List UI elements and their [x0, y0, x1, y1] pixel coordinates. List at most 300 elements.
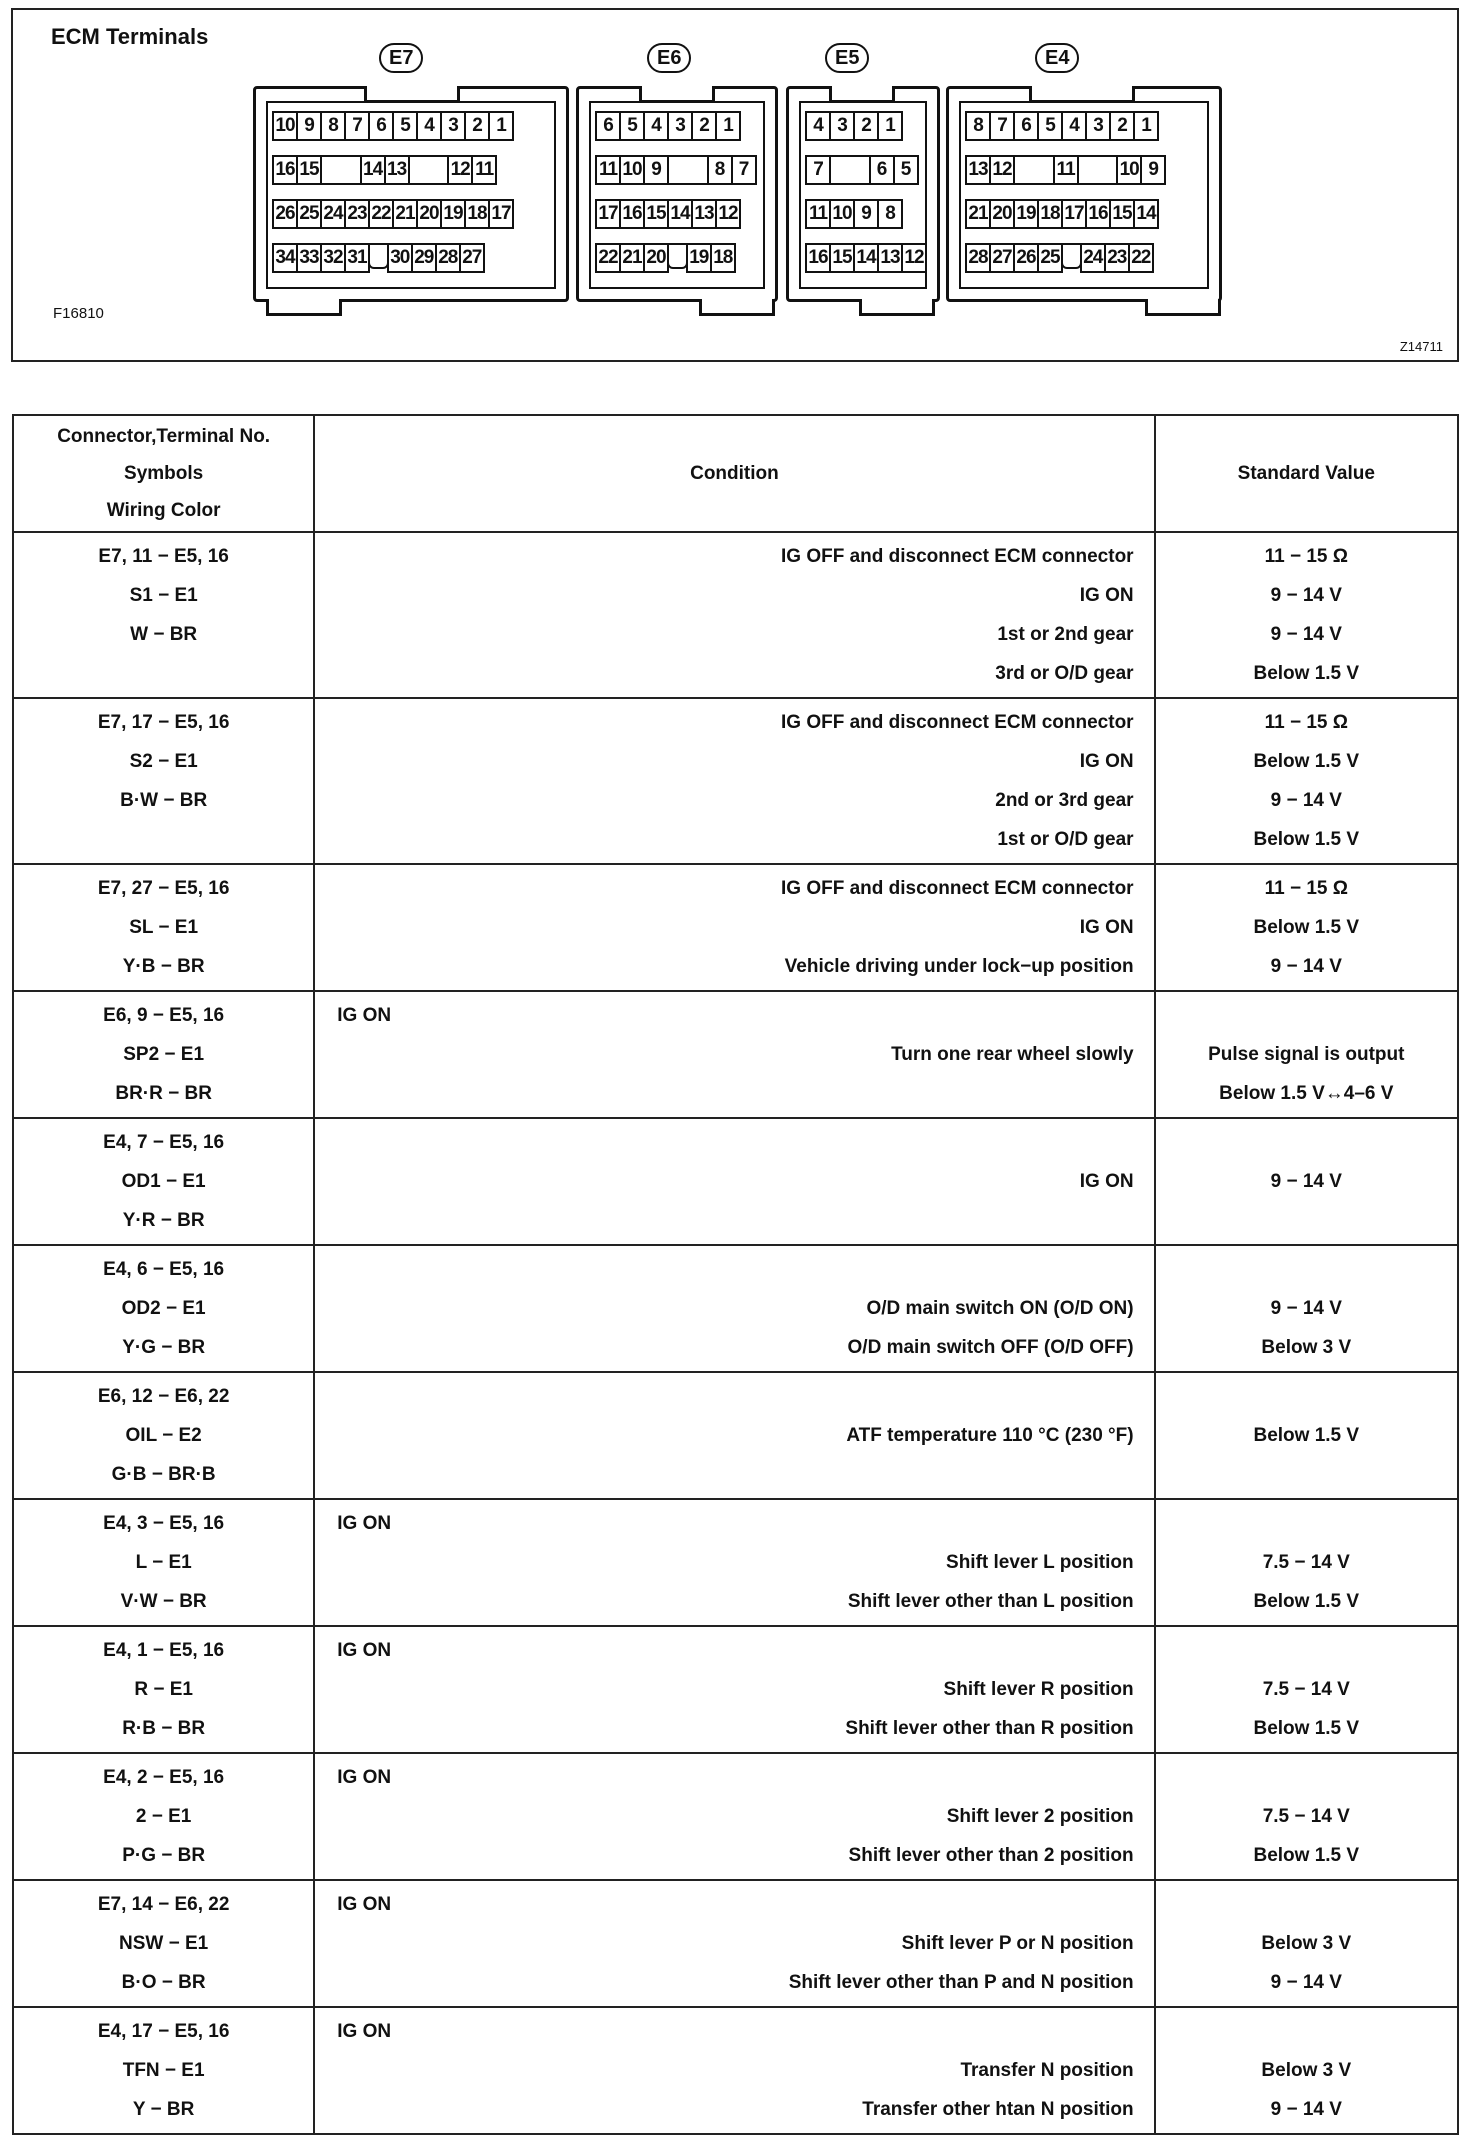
terminal-no: E7, 17 − E5, 16 — [97, 712, 230, 733]
connector-e5 — [786, 86, 940, 302]
terminal-symbols: S2 − E1 — [129, 751, 198, 772]
terminal-pin: 19 — [686, 243, 712, 273]
terminal-no: E6, 12 − E6, 22 — [97, 1386, 230, 1407]
condition-text: IG OFF and disconnect ECM connector — [780, 878, 1134, 899]
standard-value-cell — [1155, 1245, 1458, 1372]
terminal-pin: 21 — [965, 199, 991, 229]
figure-id-left: F16810 — [53, 305, 104, 322]
header-terminal-line: Connector,Terminal No. — [57, 426, 271, 447]
condition-text: Shift lever other than 2 position — [848, 1845, 1134, 1866]
standard-value-cell — [1155, 1118, 1458, 1245]
terminal-pin: 4 — [1061, 111, 1087, 141]
standard-value-text: 11 − 15 Ω — [1264, 712, 1348, 733]
condition-text: IG ON — [1079, 1171, 1134, 1192]
terminal-pin: 7 — [731, 155, 757, 185]
terminal-wiring: BR·R − BR — [115, 1083, 212, 1104]
standard-value-text: Below 3 V — [1261, 1337, 1352, 1358]
terminal-pin: 24 — [1080, 243, 1106, 273]
terminal-wiring: P·G − BR — [122, 1845, 206, 1866]
condition-text — [315, 1123, 1153, 1162]
connector-label-e6: E6 — [647, 43, 691, 73]
terminal-cell — [13, 1372, 314, 1499]
pin-row — [965, 111, 1157, 141]
terminal-pin: 6 — [869, 155, 895, 185]
terminal-pin: 27 — [459, 243, 485, 273]
terminal-pin: 29 — [411, 243, 437, 273]
terminal-pin: 5 — [619, 111, 645, 141]
standard-value-text: Below 1.5 V — [1253, 1425, 1360, 1446]
terminal-pin: 22 — [1128, 243, 1154, 273]
standard-value-cell — [1155, 698, 1458, 864]
condition-text: Shift lever L position — [946, 1552, 1134, 1573]
pin-key — [667, 155, 709, 185]
terminal-pin: 4 — [805, 111, 831, 141]
standard-value-text: 9 − 14 V — [1270, 956, 1342, 977]
terminal-pin: 13 — [965, 155, 991, 185]
diagram-title: ECM Terminals — [51, 24, 209, 49]
terminal-pin: 21 — [619, 243, 645, 273]
terminal-symbols: NSW − E1 — [119, 1933, 209, 1954]
condition-text: Shift lever R position — [943, 1679, 1134, 1700]
terminal-pin: 6 — [368, 111, 394, 141]
pin-row — [595, 199, 739, 229]
terminal-pin: 12 — [901, 243, 927, 273]
condition-text — [315, 1250, 1153, 1289]
standard-value-text — [1156, 996, 1457, 1035]
pin-row — [965, 155, 1164, 185]
table-row — [13, 1118, 1458, 1245]
terminal-symbols: OIL − E2 — [125, 1425, 202, 1446]
condition-cell — [314, 698, 1154, 864]
terminal-pin: 16 — [619, 199, 645, 229]
terminal-pin: 15 — [829, 243, 855, 273]
table-row — [13, 1372, 1458, 1499]
condition-text: Shift lever other than R position — [845, 1718, 1134, 1739]
connector-e7 — [253, 86, 569, 302]
terminal-symbols: L − E1 — [135, 1552, 192, 1573]
standard-value-text — [1156, 1250, 1457, 1289]
terminal-pin: 20 — [989, 199, 1015, 229]
terminal-wiring — [14, 820, 313, 859]
table-row — [13, 1499, 1458, 1626]
pin-row — [272, 155, 495, 185]
terminal-pin: 9 — [1140, 155, 1166, 185]
terminal-pin: 17 — [1061, 199, 1087, 229]
terminal-pin: 13 — [384, 155, 410, 185]
terminal-pin: 10 — [272, 111, 298, 141]
terminal-pin: 12 — [989, 155, 1015, 185]
condition-cell — [314, 2007, 1154, 2134]
condition-cell — [314, 1499, 1154, 1626]
terminal-pin: 3 — [829, 111, 855, 141]
standard-value-text — [1156, 1631, 1457, 1670]
terminal-pin: 8 — [877, 199, 903, 229]
terminal-no: E7, 14 − E6, 22 — [97, 1894, 230, 1915]
pin-row — [595, 111, 739, 141]
terminal-pin: 11 — [471, 155, 497, 185]
terminal-pin: 15 — [643, 199, 669, 229]
standard-value-text: 9 − 14 V — [1270, 2099, 1342, 2120]
pin-row — [965, 199, 1157, 229]
pin-row — [805, 155, 917, 185]
standard-value-cell — [1155, 1372, 1458, 1499]
connector-label-e4: E4 — [1035, 43, 1079, 73]
condition-text — [315, 1377, 1153, 1416]
condition-text: Turn one rear wheel slowly — [891, 1044, 1134, 1065]
terminal-pin: 15 — [1109, 199, 1135, 229]
table-row — [13, 698, 1458, 864]
condition-text: IG ON — [1079, 751, 1134, 772]
condition-cell — [314, 1245, 1154, 1372]
terminal-pin: 9 — [643, 155, 669, 185]
standard-value-cell — [1155, 1753, 1458, 1880]
standard-value-text — [1156, 1201, 1457, 1240]
condition-cell — [314, 1753, 1154, 1880]
standard-value-text: 9 − 14 V — [1270, 1171, 1342, 1192]
terminal-wiring: G·B − BR·B — [111, 1464, 216, 1485]
terminal-no: E7, 27 − E5, 16 — [97, 878, 230, 899]
condition-text: IG ON — [1079, 585, 1134, 606]
terminal-pin: 19 — [440, 199, 466, 229]
terminal-spec-table — [12, 414, 1459, 2135]
terminal-pin: 7 — [344, 111, 370, 141]
terminal-pin: 12 — [715, 199, 741, 229]
pin-row — [965, 243, 1152, 273]
terminal-cell — [13, 1118, 314, 1245]
condition-text: Shift lever 2 position — [946, 1806, 1134, 1827]
terminal-pin: 19 — [1013, 199, 1039, 229]
terminal-pin: 7 — [805, 155, 831, 185]
terminal-pin: 14 — [1133, 199, 1159, 229]
terminal-cell — [13, 864, 314, 991]
terminal-pin: 23 — [344, 199, 370, 229]
condition-text: Transfer other htan N position — [862, 2099, 1134, 2120]
terminal-pin: 8 — [320, 111, 346, 141]
standard-value-text — [1156, 1455, 1457, 1494]
terminal-pin: 28 — [435, 243, 461, 273]
terminal-pin: 2 — [691, 111, 717, 141]
terminal-pin: 4 — [643, 111, 669, 141]
standard-value-text: 7.5 − 14 V — [1262, 1679, 1350, 1700]
pin-row — [805, 243, 925, 273]
terminal-symbols: SL − E1 — [129, 917, 199, 938]
standard-value-text: Below 3 V — [1261, 2060, 1352, 2081]
standard-value-text — [1156, 1504, 1457, 1543]
standard-value-text: Below 1.5 V — [1253, 829, 1360, 850]
terminal-pin: 16 — [1085, 199, 1111, 229]
terminal-wiring: R·B − BR — [122, 1718, 206, 1739]
table-row — [13, 991, 1458, 1118]
figure-id-right: Z14711 — [1399, 339, 1443, 354]
table-row — [13, 1753, 1458, 1880]
terminal-cell — [13, 1753, 314, 1880]
terminal-pin: 12 — [447, 155, 473, 185]
standard-value-cell — [1155, 1626, 1458, 1753]
condition-text: IG ON — [337, 1894, 392, 1915]
terminal-no: E4, 3 − E5, 16 — [103, 1513, 225, 1534]
connector-label-e7: E7 — [379, 43, 423, 73]
terminal-wiring: Y·G − BR — [122, 1337, 206, 1358]
terminal-pin: 3 — [440, 111, 466, 141]
terminal-pin: 34 — [272, 243, 298, 273]
terminal-pin: 7 — [989, 111, 1015, 141]
terminal-pin: 26 — [1013, 243, 1039, 273]
condition-cell — [314, 1626, 1154, 1753]
terminal-cell — [13, 1626, 314, 1753]
terminal-pin: 1 — [488, 111, 514, 141]
condition-text: Shift lever other than L position — [847, 1591, 1134, 1612]
terminal-symbols: SP2 − E1 — [123, 1044, 205, 1065]
terminal-cell — [13, 1245, 314, 1372]
condition-text: Shift lever other than P and N position — [788, 1972, 1134, 1993]
terminal-symbols: R − E1 — [134, 1679, 193, 1700]
condition-text — [315, 1074, 1153, 1113]
terminal-pin: 22 — [368, 199, 394, 229]
terminal-pin: 13 — [691, 199, 717, 229]
terminal-pin: 9 — [296, 111, 322, 141]
pin-latch — [667, 243, 688, 269]
terminal-cell — [13, 991, 314, 1118]
terminal-pin: 32 — [320, 243, 346, 273]
terminal-pin: 11 — [595, 155, 621, 185]
condition-text — [315, 1455, 1153, 1494]
table-header-row — [13, 415, 1458, 532]
terminal-no: E7, 11 − E5, 16 — [98, 546, 229, 567]
terminal-no: E4, 7 − E5, 16 — [103, 1132, 225, 1153]
pin-row — [595, 155, 755, 185]
connector-e4 — [946, 86, 1222, 302]
pin-key — [408, 155, 450, 185]
condition-text: IG ON — [337, 1640, 392, 1661]
terminal-pin: 21 — [392, 199, 418, 229]
terminal-symbols: OD1 − E1 — [121, 1171, 206, 1192]
terminal-pin: 16 — [805, 243, 831, 273]
terminal-symbols: OD2 − E1 — [121, 1298, 206, 1319]
condition-text: IG OFF and disconnect ECM connector — [780, 546, 1134, 567]
condition-cell — [314, 864, 1154, 991]
terminal-pin: 23 — [1104, 243, 1130, 273]
standard-value-text: 9 − 14 V — [1270, 585, 1342, 606]
standard-value-text: 9 − 14 V — [1270, 790, 1342, 811]
pin-row — [272, 243, 483, 273]
standard-value-text: 11 − 15 Ω — [1264, 878, 1348, 899]
terminal-pin: 18 — [464, 199, 490, 229]
condition-cell — [314, 1118, 1154, 1245]
terminal-pin: 15 — [296, 155, 322, 185]
terminal-pin: 1 — [1133, 111, 1159, 141]
pin-row — [272, 111, 512, 141]
standard-value-text: 7.5 − 14 V — [1262, 1806, 1350, 1827]
pin-latch — [368, 243, 389, 269]
terminal-pin: 17 — [595, 199, 621, 229]
terminal-pin: 5 — [893, 155, 919, 185]
condition-text: IG ON — [337, 1767, 392, 1788]
terminal-pin: 5 — [1037, 111, 1063, 141]
condition-text: Shift lever P or N position — [901, 1933, 1134, 1954]
terminal-cell — [13, 1880, 314, 2007]
terminal-pin: 11 — [805, 199, 831, 229]
condition-text: IG ON — [337, 1005, 392, 1026]
standard-value-text — [1156, 1885, 1457, 1924]
standard-value-text: Below 1.5 V — [1253, 1591, 1360, 1612]
table-row — [13, 1626, 1458, 1753]
terminal-symbols: TFN − E1 — [122, 2060, 205, 2081]
standard-value-text: 11 − 15 Ω — [1264, 546, 1348, 567]
terminal-wiring: B·O − BR — [121, 1972, 206, 1993]
terminal-pin: 16 — [272, 155, 298, 185]
terminal-pin: 25 — [296, 199, 322, 229]
condition-text: O/D main switch ON (O/D ON) — [866, 1298, 1134, 1319]
header-symbols-line: Symbols — [124, 463, 204, 484]
standard-value-text — [1156, 1123, 1457, 1162]
standard-value-cell — [1155, 991, 1458, 1118]
pin-row — [805, 111, 901, 141]
condition-text: O/D main switch OFF (O/D OFF) — [847, 1337, 1134, 1358]
terminal-wiring: B·W − BR — [120, 790, 208, 811]
condition-text: 1st or O/D gear — [997, 829, 1134, 850]
terminal-cell — [13, 532, 314, 698]
table-row — [13, 1245, 1458, 1372]
terminal-pin: 1 — [877, 111, 903, 141]
standard-value-text: Below 3 V — [1261, 1933, 1352, 1954]
terminal-pin: 18 — [1037, 199, 1063, 229]
table-row — [13, 864, 1458, 991]
terminal-pin: 14 — [853, 243, 879, 273]
pin-key — [829, 155, 871, 185]
condition-text — [315, 1201, 1153, 1240]
condition-text: 3rd or O/D gear — [995, 663, 1134, 684]
standard-value-cell — [1155, 864, 1458, 991]
terminal-pin: 17 — [488, 199, 514, 229]
terminal-pin: 10 — [1116, 155, 1142, 185]
terminal-no: E6, 9 − E5, 16 — [103, 1005, 225, 1026]
terminal-pin: 24 — [320, 199, 346, 229]
standard-value-text: Pulse signal is output — [1208, 1044, 1405, 1065]
condition-text: Vehicle driving under lock−up position — [784, 956, 1134, 977]
table-row — [13, 532, 1458, 698]
condition-text: ATF temperature 110 °C (230 °F) — [846, 1425, 1134, 1446]
connector-e6 — [576, 86, 778, 302]
pin-row — [595, 243, 734, 273]
terminal-pin: 2 — [1109, 111, 1135, 141]
condition-text: IG ON — [337, 1513, 392, 1534]
terminal-pin: 6 — [1013, 111, 1039, 141]
terminal-no: E4, 1 − E5, 16 — [103, 1640, 225, 1661]
standard-value-cell — [1155, 2007, 1458, 2134]
standard-value-text: Below 1.5 V — [1253, 751, 1360, 772]
standard-value-text: 7.5 − 14 V — [1262, 1552, 1350, 1573]
terminal-pin: 20 — [643, 243, 669, 273]
header-terminal — [13, 415, 314, 532]
condition-text: Transfer N position — [960, 2060, 1134, 2081]
standard-value-text: Below 1.5 V — [1253, 663, 1360, 684]
condition-text: 2nd or 3rd gear — [995, 790, 1134, 811]
terminal-cell — [13, 698, 314, 864]
terminal-pin: 14 — [667, 199, 693, 229]
terminal-pin: 30 — [387, 243, 413, 273]
terminal-pin: 3 — [1085, 111, 1111, 141]
terminal-pin: 22 — [595, 243, 621, 273]
condition-text: IG ON — [1079, 917, 1134, 938]
header-wiring-line: Wiring Color — [106, 500, 221, 521]
terminal-wiring: Y − BR — [132, 2099, 195, 2120]
terminal-pin: 11 — [1053, 155, 1079, 185]
terminal-no: E4, 6 − E5, 16 — [103, 1259, 225, 1280]
terminal-pin: 3 — [667, 111, 693, 141]
table-row — [13, 1880, 1458, 2007]
standard-value-cell — [1155, 1499, 1458, 1626]
condition-cell — [314, 991, 1154, 1118]
terminal-cell — [13, 2007, 314, 2134]
condition-cell — [314, 1880, 1154, 2007]
terminal-pin: 8 — [965, 111, 991, 141]
pin-key — [1013, 155, 1055, 185]
terminal-pin: 31 — [344, 243, 370, 273]
condition-text: IG ON — [337, 2021, 392, 2042]
condition-text: 1st or 2nd gear — [997, 624, 1134, 645]
terminal-symbols: 2 − E1 — [135, 1806, 192, 1827]
standard-value-text: Below 1.5 V — [1253, 1845, 1360, 1866]
terminal-pin: 9 — [853, 199, 879, 229]
terminal-wiring: W − BR — [130, 624, 198, 645]
terminal-pin: 6 — [595, 111, 621, 141]
terminal-pin: 2 — [464, 111, 490, 141]
terminal-pin: 20 — [416, 199, 442, 229]
terminal-symbols: S1 − E1 — [129, 585, 198, 606]
header-condition: Condition — [314, 415, 1154, 532]
standard-value-cell — [1155, 1880, 1458, 2007]
terminal-pin: 26 — [272, 199, 298, 229]
terminal-pin: 27 — [989, 243, 1015, 273]
terminal-pin: 14 — [360, 155, 386, 185]
terminal-wiring: V·W − BR — [120, 1591, 207, 1612]
terminal-wiring: Y·R − BR — [122, 1210, 205, 1231]
standard-value-text: 9 − 14 V — [1270, 1298, 1342, 1319]
condition-cell — [314, 1372, 1154, 1499]
terminal-pin: 5 — [392, 111, 418, 141]
standard-value-text: Below 1.5 V — [1253, 917, 1360, 938]
pin-row — [805, 199, 901, 229]
terminal-pin: 8 — [707, 155, 733, 185]
standard-value-text — [1156, 1758, 1457, 1797]
terminal-wiring: Y·B − BR — [122, 956, 205, 977]
terminal-pin: 10 — [619, 155, 645, 185]
terminal-no: E4, 2 − E5, 16 — [103, 1767, 225, 1788]
condition-text: IG OFF and disconnect ECM connector — [780, 712, 1134, 733]
terminal-pin: 10 — [829, 199, 855, 229]
pin-key — [320, 155, 362, 185]
terminal-no: E4, 17 − E5, 16 — [97, 2021, 230, 2042]
header-standard-value: Standard Value — [1155, 415, 1458, 532]
standard-value-text — [1156, 1377, 1457, 1416]
standard-value-text: 9 − 14 V — [1270, 624, 1342, 645]
terminal-pin: 13 — [877, 243, 903, 273]
terminal-pin: 25 — [1037, 243, 1063, 273]
standard-value-text: Below 1.5 V↔4–6 V — [1219, 1083, 1394, 1104]
condition-cell — [314, 532, 1154, 698]
terminal-pin: 1 — [715, 111, 741, 141]
terminal-cell — [13, 1499, 314, 1626]
terminal-pin: 2 — [853, 111, 879, 141]
terminal-pin: 18 — [710, 243, 736, 273]
standard-value-text: Below 1.5 V — [1253, 1718, 1360, 1739]
pin-row — [272, 199, 512, 229]
terminal-pin: 4 — [416, 111, 442, 141]
terminal-wiring — [14, 654, 313, 693]
terminal-pin: 28 — [965, 243, 991, 273]
standard-value-text: 9 − 14 V — [1270, 1972, 1342, 1993]
standard-value-cell — [1155, 532, 1458, 698]
